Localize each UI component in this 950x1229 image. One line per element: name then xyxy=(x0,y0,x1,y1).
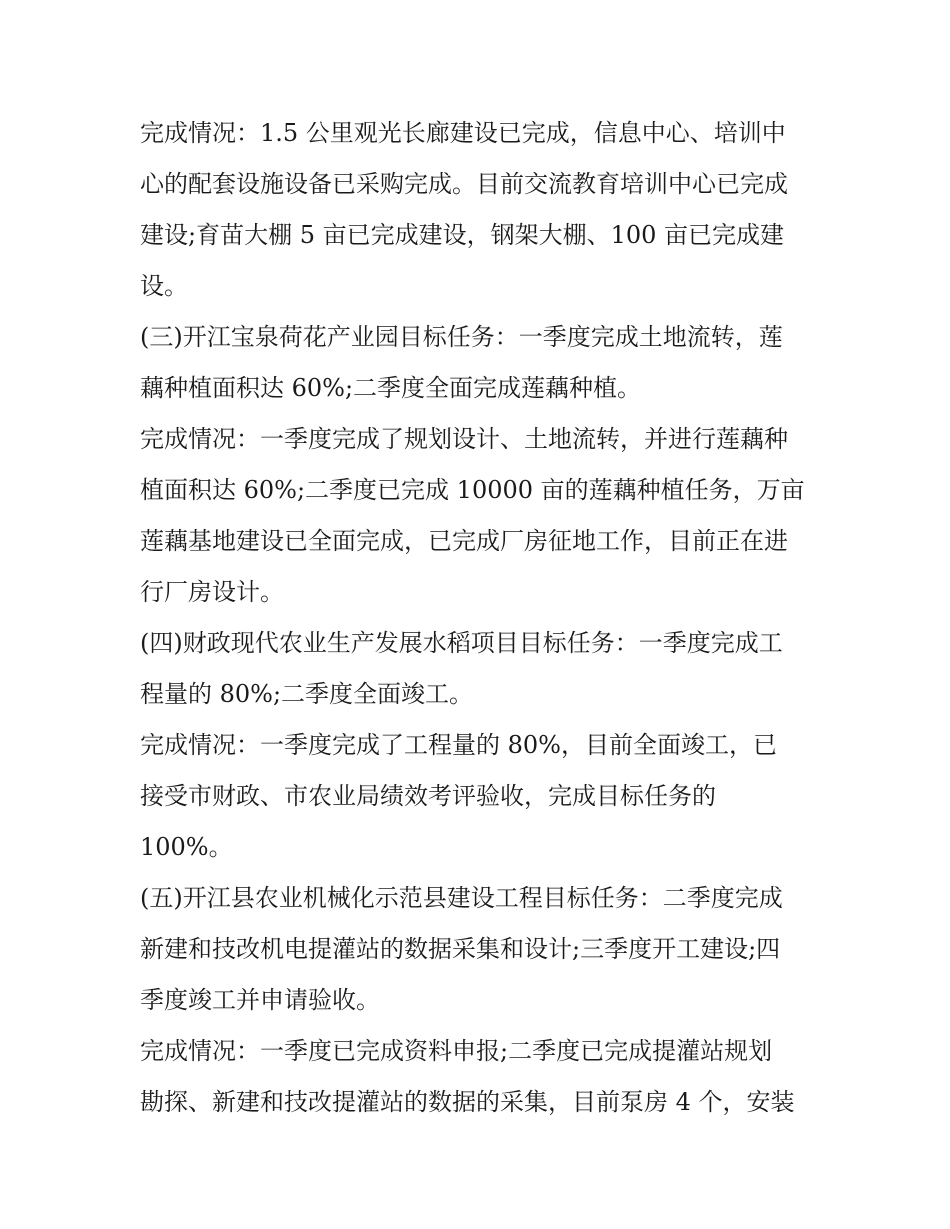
text-line: 程量的 80%;二季度全面竣工。 xyxy=(140,680,474,708)
document-body xyxy=(140,108,820,1128)
text-line: 勘探、新建和技改提灌站的数据的采集，目前泵房 4 个，安装 xyxy=(140,1088,795,1116)
text-line: 心的配套设施设备已采购完成。目前交流教育培训中心已完成 xyxy=(140,170,788,198)
text-line: (四)财政现代农业生产发展水稻项目目标任务：一季度完成工 xyxy=(140,629,783,657)
text-line: (三)开江宝泉荷花产业园目标任务：一季度完成土地流转，莲 xyxy=(140,323,783,351)
text-line: 完成情况：1.5 公里观光长廊建设已完成，信息中心、培训中 xyxy=(140,119,786,147)
text-line: 莲藕基地建设已全面完成，已完成厂房征地工作，目前正在进 xyxy=(140,527,788,555)
text-line: 植面积达 60%;二季度已完成 10000 亩的莲藕种植任务，万亩 xyxy=(140,476,805,504)
text-line: 完成情况：一季度完成了工程量的 80%，目前全面竣工，已 xyxy=(140,731,777,759)
text-line: 行厂房设计。 xyxy=(140,578,284,606)
text-line: (五)开江县农业机械化示范县建设工程目标任务：二季度完成 xyxy=(140,884,783,912)
text-line: 季度竣工并申请验收。 xyxy=(140,986,380,1014)
text-line: 100%。 xyxy=(140,833,233,861)
text-line: 设。 xyxy=(140,272,188,300)
text-line: 完成情况：一季度已完成资料申报;二季度已完成提灌站规划 xyxy=(140,1037,773,1065)
text-line: 接受市财政、市农业局绩效考评验收，完成目标任务的 xyxy=(140,782,716,810)
text-line: 完成情况：一季度完成了规划设计、土地流转，并进行莲藕种 xyxy=(140,425,788,453)
text-line: 新建和技改机电提灌站的数据采集和设计;三季度开工建设;四 xyxy=(140,935,781,963)
text-line: 建设;育苗大棚 5 亩已完成建设，钢架大棚、100 亩已完成建 xyxy=(140,221,785,249)
text-line: 藕种植面积达 60%;二季度全面完成莲藕种植。 xyxy=(140,374,642,402)
